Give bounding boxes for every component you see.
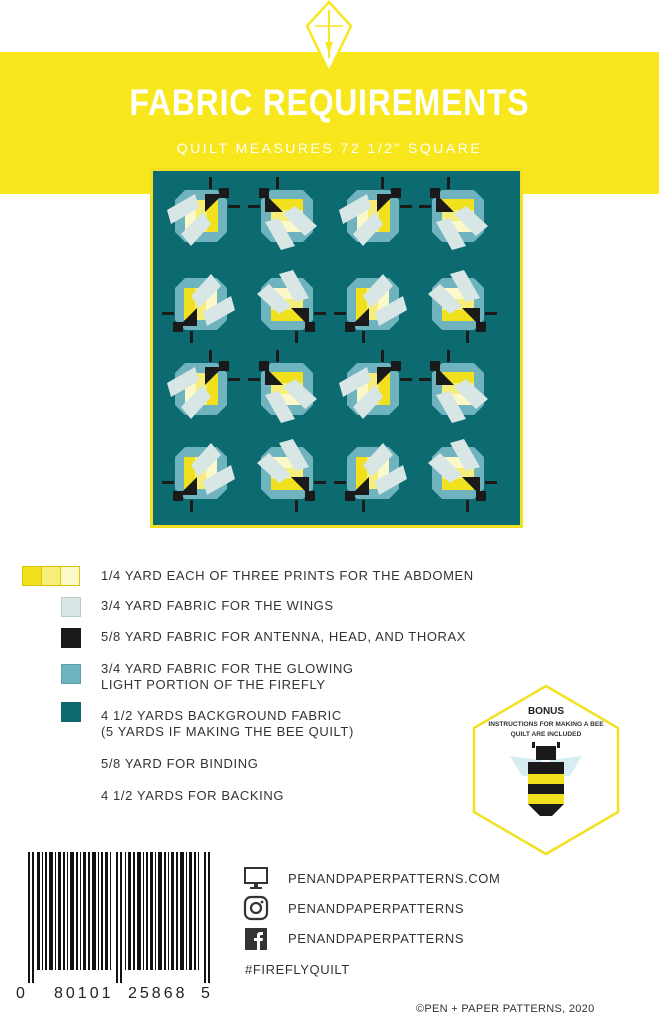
quilt-image [150,168,523,528]
legend-antenna-head-thorax: 5/8 YARD FABRIC FOR ANTENNA, HEAD, AND THORAX [101,629,467,644]
legend-backing: 4 1/2 YARDS FOR BACKING [101,788,285,803]
barcode-digits-right: 25868 [128,985,188,1002]
barcode-digit-first: 0 [16,985,25,1002]
legend-background-line-2: (5 YARDS IF MAKING THE BEE QUILT) [101,724,354,739]
hashtag: #FIREFLYQUILT [245,962,350,977]
legend-wings: 3/4 YARD FABRIC FOR THE WINGS [101,598,334,613]
instagram-icon [243,895,269,921]
barcode [28,852,214,983]
facebook-link[interactable]: PENANDPAPERPATTERNS [288,931,465,946]
swatch-abdomen-mid [41,566,61,586]
swatch-abdomen-dark [22,566,42,586]
legend-glow-line-2: LIGHT PORTION OF THE FIREFLY [101,677,326,692]
pen-paper-logo [303,0,355,74]
monitor-icon [243,866,269,890]
bonus-title: BONUS [527,706,565,717]
legend-background-line-1: 4 1/2 YARDS BACKGROUND FABRIC [101,708,342,723]
website-link[interactable]: PENANDPAPERPATTERNS.COM [288,871,501,886]
instagram-link[interactable]: PENANDPAPERPATTERNS [288,901,465,916]
swatch-black [61,628,81,648]
swatch-glow [61,664,81,684]
legend-binding: 5/8 YARD FOR BINDING [101,756,259,771]
bonus-text: INSTRUCTIONS FOR MAKING A BEE QUILT ARE INCLUDED [488,721,604,738]
copyright: ©PEN + PAPER PATTERNS, 2020 [416,1003,595,1015]
legend-abdomen: 1/4 YARD EACH OF THREE PRINTS FOR THE ABDOMEN [101,568,474,583]
barcode-digit-last: 5 [201,985,210,1002]
swatch-wings [61,597,81,617]
barcode-digits-left: 80101 [54,985,114,1002]
swatch-abdomen-light [60,566,80,586]
page-title: FABRIC REQUIREMENTS [129,82,530,123]
legend-glow-line-1: 3/4 YARD FABRIC FOR THE GLOWING [101,661,354,676]
swatch-background [61,702,81,722]
facebook-icon [243,926,269,952]
quilt-size-subtitle: QUILT MEASURES 72 1/2” SQUARE [176,140,483,156]
